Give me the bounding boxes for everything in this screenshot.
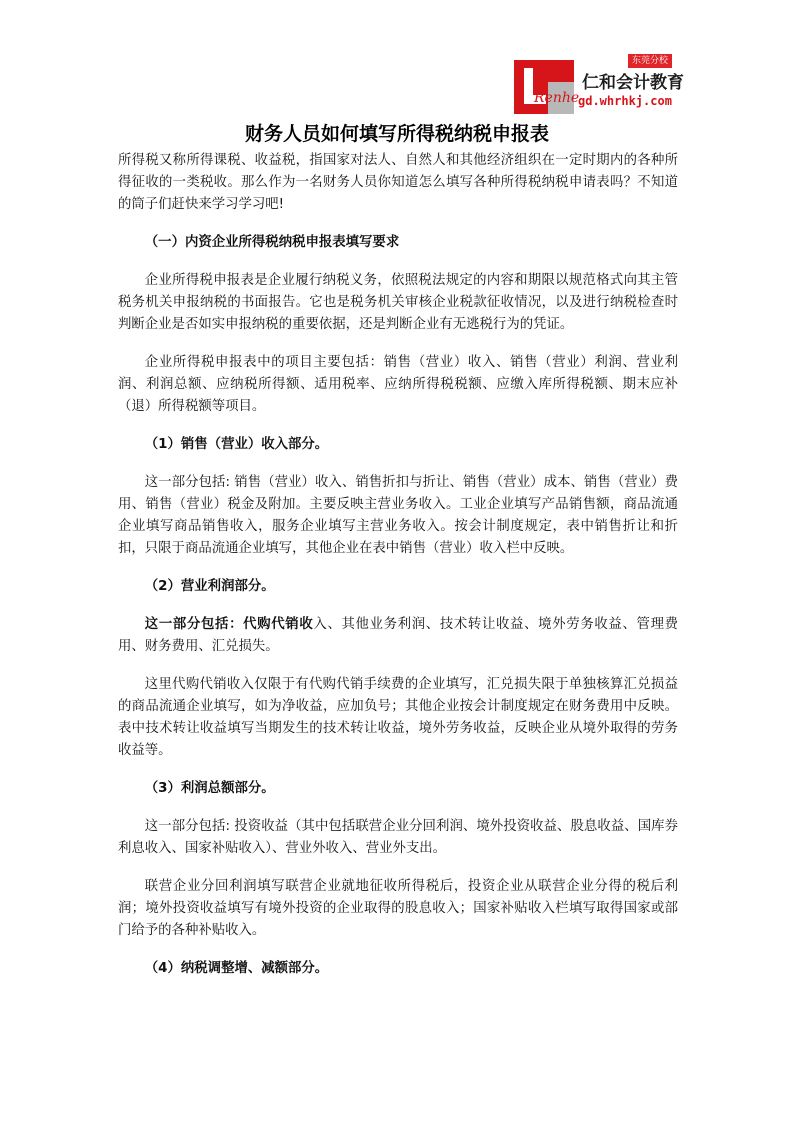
company-logo xyxy=(514,54,682,118)
item-heading: （2）营业利润部分。 xyxy=(144,579,275,594)
item-heading: （3）利润总额部分。 xyxy=(144,781,275,796)
item-heading: （4）纳税调整增、减额部分。 xyxy=(144,961,329,976)
logo-script-text: Renhe xyxy=(534,90,580,106)
paragraph: 企业所得税申报表是企业履行纳税义务，依照税法规定的内容和期限以规范格式向其主管税务机关申报纳税的书面报告。它也是税务机关审核企业税款征收情况，以及进行纳税检查时判断企业是否如实申报纳税的重要依据，还是判断企业有无逃税行为的凭证。 xyxy=(118,273,678,332)
paragraph: 联营企业分回利润填写联营企业就地征收所得税后，投资企业从联营企业分得的税后利润；境外投资收益填写有境外投资的企业取得的股息收入；国家补贴收入栏填写取得国家或部门给予的各种补贴收入。 xyxy=(118,879,678,938)
paragraph: 这一部分包括: 销售（营业）收入、销售折扣与折让、销售（营业）成本、销售（营业）费用、销售（营业）税金及附加。主要反映主营业务收入。工业企业填写产品销售额，商品流通企业填写商品销售收入，服务企业填写主营业务收入。按会计制度规定，表中销售折让和折扣，只限于商品流通企业填写，其他企业在表中销售（营业）收入栏中反映。 xyxy=(118,475,678,556)
document-title: 财务人员如何填写所得税纳税申报表 xyxy=(244,123,549,145)
paragraph xyxy=(118,614,678,658)
paragraph-lead: 这一部分包括：代购代销收 xyxy=(144,617,314,632)
paragraph-rest: 入、其他业务利润、技术转让收益、境外劳务收益、管理费用、财务费用、汇兑损失。 xyxy=(118,617,679,654)
branch-badge: 东莞分校 xyxy=(628,54,672,68)
logo-url: gd.whrhkj.com xyxy=(578,94,672,108)
logo-company-name: 仁和会计教育 xyxy=(582,73,684,93)
document-body xyxy=(118,150,678,996)
paragraph: 这里代购代销收入仅限于有代购代销手续费的企业填写，汇兑损失限于单独核算汇兑损益的商品流通企业填写，如为净收益，应加负号；其他企业按会计制度规定在财务费用中反映。表中技术转让收益填写当期发生的技术转让收益，境外劳务收益，反映企业从境外取得的劳务收益等。 xyxy=(118,677,678,758)
intro-paragraph: 所得税又称所得课税、收益税，指国家对法人、自然人和其他经济组织在一定时期内的各种所得征收的一类税收。那么作为一名财务人员你知道怎么填写各种所得税纳税申请表吗？不知道的筒子们赶快来学习学习吧! xyxy=(118,153,678,212)
section-heading: （一）内资企业所得税纳税申报表填写要求 xyxy=(144,235,400,250)
paragraph: 这一部分包括: 投资收益（其中包括联营企业分回利润、境外投资收益、股息收益、国库券利息收入、国家补贴收入）、营业外收入、营业外支出。 xyxy=(118,819,678,856)
paragraph: 企业所得税申报表中的项目主要包括：销售（营业）收入、销售（营业）利润、营业利润、利润总额、应纳税所得额、适用税率、应纳所得税税额、应缴入库所得税额、期末应补（退）所得税额等项目。 xyxy=(118,355,678,414)
item-heading: （1）销售（营业）收入部分。 xyxy=(144,437,329,452)
